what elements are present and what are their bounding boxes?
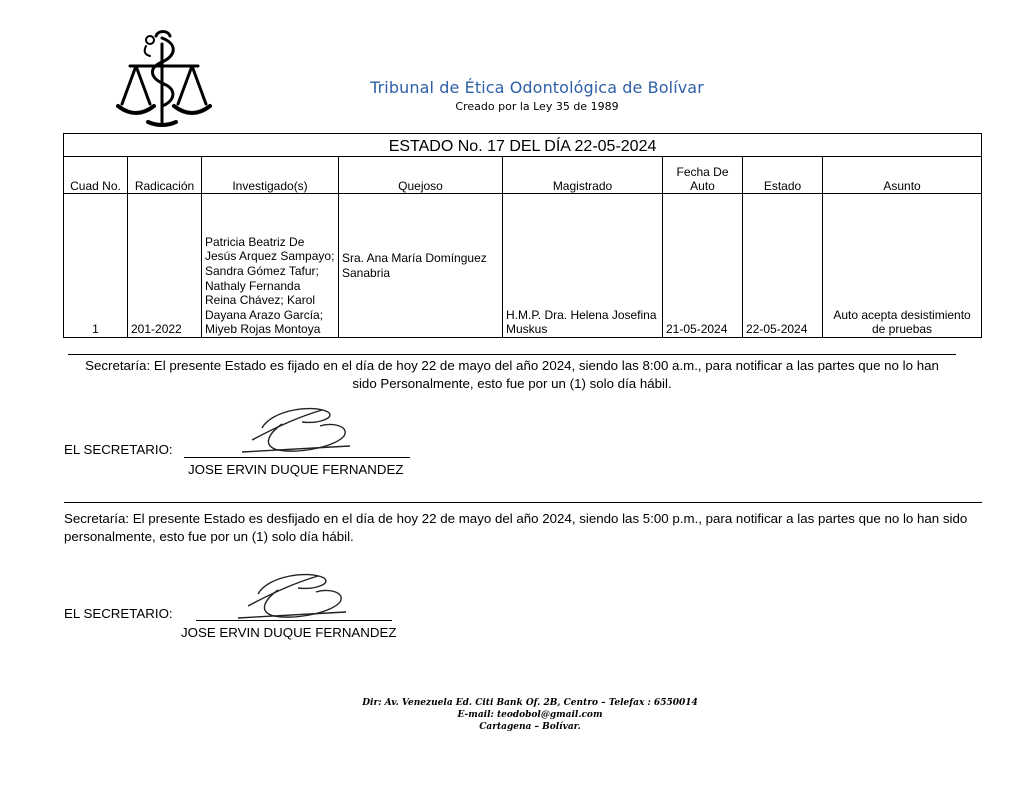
col-header-radicacion: Radicación [128, 157, 202, 194]
col-header-fecha-auto [663, 157, 743, 194]
org-name: Tribunal de Ética Odontológica de Bolívar [370, 78, 704, 97]
footer-address [300, 697, 760, 733]
cell-radicacion: 201-2022 [128, 194, 202, 338]
signature-line [196, 620, 392, 621]
table-row [64, 194, 982, 338]
org-subtitle: Creado por la Ley 35 de 1989 [455, 100, 619, 113]
secretario-name: JOSE ERVIN DUQUE FERNANDEZ [188, 462, 404, 477]
col-header-cuad: Cuad No. [64, 157, 128, 194]
footer-line-address: Dir: Av. Venezuela Ed. Citi Bank Of. 2B, Centro – Telefax : 6550014 [362, 698, 698, 708]
col-header-estado: Estado [743, 157, 823, 194]
estado-title: ESTADO No. 17 DEL DÍA 22-05-2024 [64, 134, 982, 157]
secretario-label: EL SECRETARIO: [64, 606, 173, 621]
signature-image [232, 400, 362, 460]
signature-image [228, 566, 358, 626]
cell-quejoso: Sra. Ana María Domínguez Sanabria [339, 194, 503, 338]
col-header-fecha-line2: Auto [690, 179, 715, 193]
cell-magistrado: H.M.P. Dra. Helena Josefina Muskus [503, 194, 663, 338]
footer-line-city: Cartagena – Bolívar. [479, 722, 581, 732]
fijacion-note: Secretaría: El presente Estado es fijado en el día de hoy 22 de mayo del año 2024, siendo las 8:00 a.m., para notificar a las partes que no lo han sido Personalmente, esto fue por un (1) solo día hábil. [85, 358, 939, 391]
signature-line [184, 457, 410, 458]
cell-estado: 22-05-2024 [743, 194, 823, 338]
col-header-asunto: Asunto [823, 157, 982, 194]
cell-asunto: Auto acepta desistimiento de pruebas [823, 194, 982, 338]
estado-table [63, 133, 982, 338]
org-heading [320, 78, 754, 113]
desfijacion-note: Secretaría: El presente Estado es desfijado en el día de hoy 22 de mayo del año 2024, siendo las 5:00 p.m., para notificar a las partes que no lo han sido personalmente, esto fue por un (1) solo día hábil. [64, 511, 968, 544]
secretario-label: EL SECRETARIO: [64, 442, 173, 457]
col-header-magistrado: Magistrado [503, 157, 663, 194]
divider [68, 354, 956, 355]
col-header-investigado: Investigado(s) [202, 157, 339, 194]
cell-fecha-auto: 21-05-2024 [663, 194, 743, 338]
cell-investigado: Patricia Beatriz De Jesús Arquez Sampayo; Sandra Gómez Tafur; Nathaly Fernanda Reina Chávez; Karol Dayana Arazo García; Miyeb Rojas Montoya [202, 194, 339, 338]
col-header-fecha-line1: Fecha De [676, 165, 729, 179]
footer-line-email: E-mail: teodobol@gmail.com [457, 710, 603, 720]
col-header-quejoso: Quejoso [339, 157, 503, 194]
caduceus-scales-icon [112, 26, 212, 130]
divider [64, 502, 982, 503]
secretario-name: JOSE ERVIN DUQUE FERNANDEZ [181, 625, 397, 640]
cell-cuad: 1 [64, 194, 128, 338]
